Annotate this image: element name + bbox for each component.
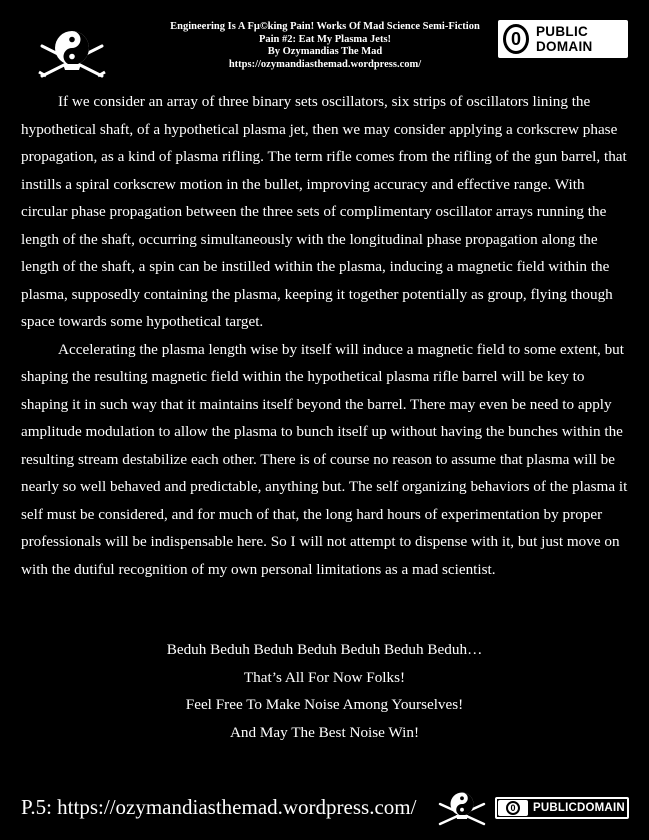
- public-domain-zero-icon: 0: [503, 24, 529, 54]
- public-domain-label-line2: DOMAIN: [536, 39, 593, 54]
- public-domain-badge-small: [495, 797, 629, 819]
- public-domain-badge: [498, 20, 628, 58]
- header-episode-title: Pain #2: Eat My Plasma Jets!: [258, 33, 392, 45]
- article-body: [21, 88, 631, 583]
- closing-line: And May The Best Noise Win!: [229, 723, 420, 741]
- header-url: https://ozymandiasthemad.wordpress.com/: [228, 58, 422, 70]
- body-paragraph: If we consider an array of three binary sets oscillators, six strips of oscillators lining the hypothetical shaft, of a hypothetical plasma jet, then we may consider applying a corkscrew phase propagation, as a kind of plasma rifling. The term rifle comes from the rifling of the gun barrel, that instills a spiral corkscrew motion in the bullet, improving accuracy and effective range. With circular phase propagation between the three sets of complimentary oscillator arrays running the length of the shaft, occurring simultaneously with the longitudinal phase propagation along the length of the shaft, a spin can be instilled within the plasma, inducing a magnetic field within the plasma, supposedly containing the plasma, keeping it together potentially as group, flying though space towards some hypothetical target.: [21, 93, 627, 330]
- public-domain-label-line1: PUBLIC: [536, 24, 589, 39]
- body-paragraph: Accelerating the plasma length wise by itself will induce a magnetic field to some extent, but shaping the resulting magnetic field within the hypothetical plasma rifle barrel will be key to shaping it in such way that it maintains itself beyond the barrel. There may even be need to apply amplitude modulation to allow the plasma to bunch itself up without having the bunches within the resulting stream destabilize each other. There is of course no reason to assume that plasma will be nearly so well behaved and predictable, anything but. The self organizing behaviors of the plasma it self must be considered, and for much of that, the long hard hours of experimentation by proper professionals will be indispensable here. So I will not attempt to dispense with it, but just move on with the dutiful recognition of my own personal limitations as a mad scientist.: [21, 340, 628, 578]
- header-author: By Ozymandias The Mad: [267, 46, 383, 57]
- closing-line: Beduh Beduh Beduh Beduh Beduh Beduh Beduh…: [166, 641, 483, 658]
- header-series-title: Engineering Is A Fμ©king Pain! Works Of Mad Science Semi-Fiction: [170, 21, 480, 32]
- closing-line: That’s All For Now Folks!: [243, 668, 406, 686]
- closing-block: [0, 636, 649, 746]
- public-domain-small-label: PUBLICDOMAIN: [533, 802, 625, 814]
- public-domain-zero-small-icon: 0: [506, 801, 520, 815]
- closing-line: Feel Free To Make Noise Among Yourselves!: [185, 696, 464, 713]
- page-header: [0, 18, 649, 78]
- jolly-roger-logo-small-icon: [436, 790, 488, 826]
- jolly-roger-logo-icon: [36, 26, 108, 78]
- footer-page-url: P.5: https://ozymandiasthemad.wordpress.com/: [21, 795, 417, 819]
- header-title-block: [150, 21, 500, 71]
